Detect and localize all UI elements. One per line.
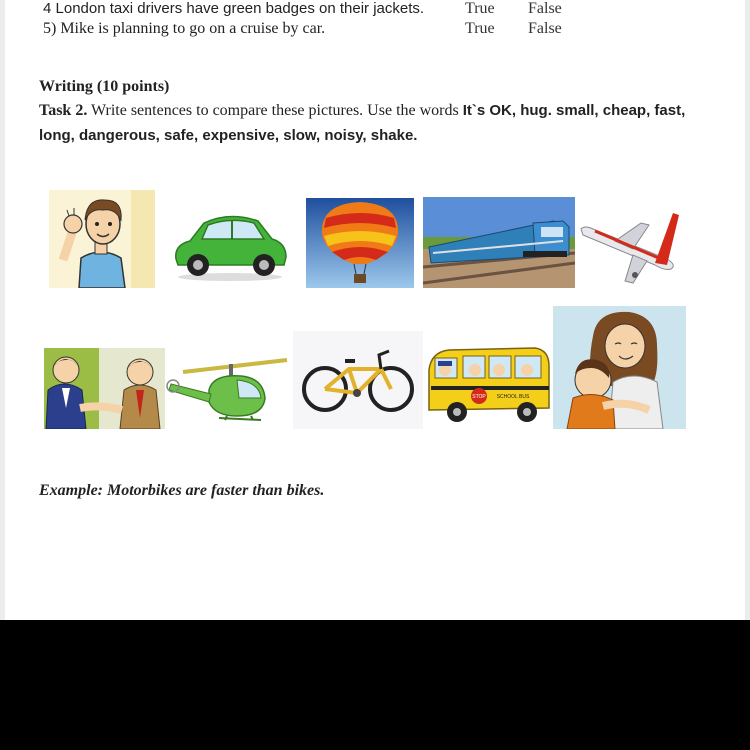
task-label: Task 2.: [39, 102, 88, 119]
statement-4-true: True: [465, 0, 495, 17]
boy-waving-picture: [49, 190, 155, 288]
task-words: It`s OK, hug. small, cheap, fast, long, dangerous, safe, expensive, slow, noisy, shake.: [39, 102, 686, 144]
hot-air-balloon-picture: [306, 198, 414, 288]
airplane-picture: [575, 203, 683, 287]
train-picture: [423, 197, 575, 288]
statement-5-true: True: [465, 20, 495, 37]
green-car-picture: [170, 203, 290, 283]
statement-5-false: False: [528, 20, 562, 37]
black-bottom-area: [0, 620, 750, 750]
statement-4: 4 London taxi drivers have green badges on their jackets.: [43, 0, 425, 17]
bus-label: SCHOOL BUS: [496, 394, 530, 400]
school-bus-picture: [423, 342, 553, 429]
businessmen-handshake-picture: [44, 348, 165, 429]
section-heading: Writing (10 points): [39, 78, 170, 95]
bus-stop-sign: STOP: [472, 394, 486, 400]
task-text: Write sentences to compare these pictures. Use the words: [91, 102, 459, 119]
helicopter-picture: [165, 354, 290, 429]
mother-hug-picture: [553, 306, 686, 429]
statement-5: 5) Mike is planning to go on a cruise by car.: [43, 20, 326, 37]
task-instructions: [39, 98, 719, 148]
statement-4-false: False: [528, 0, 562, 17]
worksheet: [5, 0, 745, 620]
bicycle-picture: [293, 331, 423, 429]
example-sentence: Example: Motorbikes are faster than bikes.: [39, 482, 325, 499]
